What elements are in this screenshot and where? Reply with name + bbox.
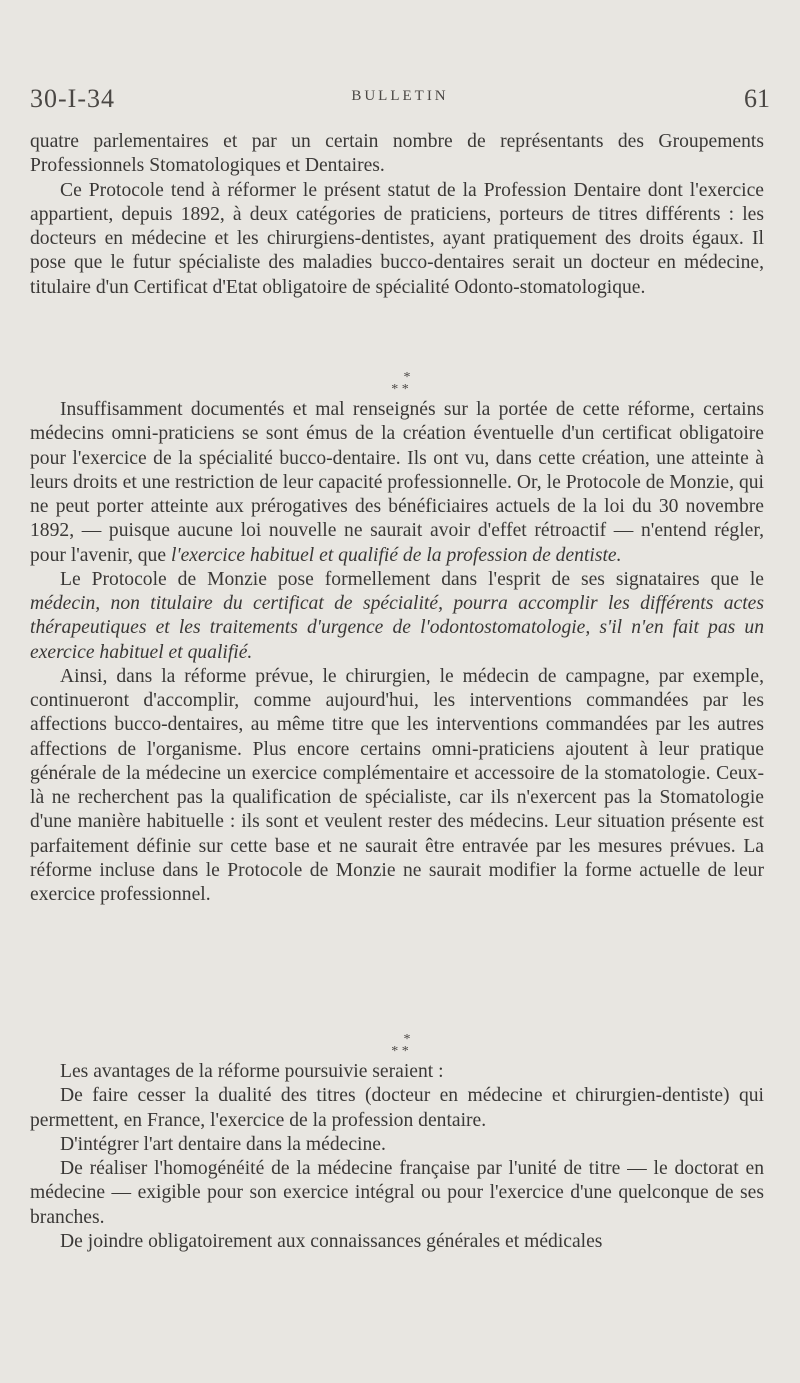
paragraph: D'intégrer l'art dentaire dans la médecine. [60,1133,386,1155]
paragraph: Ce Protocole tend à réformer le présent statut de la Profession Dentaire dont l'exercice appartient, depuis 1892, à deux catégories de praticiens, porteurs de titres différents : les docteurs en médecine et les chirurgiens-dentistes, ayant pratiquement des droits égaux. Il pose que le futur spécialiste des maladies bucco-dentaires serait un docteur en médecine, titulaire d'un Certificat d'Etat obligatoire de spécialité Odonto-stomatologique. [30,179,764,298]
text-block-2 [30,398,764,907]
asterism-separator: * * * [391,1032,411,1059]
paragraph: Le Protocole de Monzie pose formellement dans l'esprit de ses signataires que le médecin, non titulaire du certificat de spécialité, pourra accomplir les différents actes thérapeutiques et les traitements d'urgence de l'odontostomatologie, s'il n'en fait pas un exercice habituel et qualifié. [30,568,764,663]
header-date: 30-I-34 [30,84,115,113]
text-block-1 [30,130,764,300]
header-title: BULLETIN [351,88,449,104]
paragraph: De faire cesser la dualité des titres (docteur en médecine et chirurgien-dentiste) qui permettent, en France, l'exercice de la profession dentaire. [30,1085,764,1131]
paragraph: Ainsi, dans la réforme prévue, le chirurgien, le médecin de campagne, par exemple, continueront d'accomplir, comme aujourd'hui, les interventions commandées par les affections bucco-dentaires, au même titre que les interventions commandées par les autres affections de l'organisme. Plus encore certains omni-praticiens ajoutent à leur pratique générale de la médecine un exercice complémentaire et accessoire de la stomatologie. Ceux-là ne recherchent pas la qualification de spécialiste, car ils n'exercent pas la Stomatologie d'une manière habituelle : ils sont et veulent rester des médecins. Leur situation présente est parfaitement définie sur cette base et ne saurait être entravée par les mesures prévues. La réforme incluse dans le Protocole de Monzie ne saurait modifier la forme actuelle de leur exercice professionnel. [30,665,764,905]
text-block-3 [30,1060,764,1254]
paragraph: Les avantages de la réforme poursuivie seraient : [60,1061,444,1082]
page-header [30,82,770,122]
paragraph: quatre parlementaires et par un certain nombre de représentants des Groupements Professionnels Stomatologiques et Dentaires. [30,131,764,177]
paragraph: De réaliser l'homogénéité de la médecine française par l'unité de titre — le doctorat en médecine — exigible pour son exercice intégral ou pour l'exercice d'une quelconque de ses branches. [30,1158,764,1228]
paragraph: Insuffisamment documentés et mal renseignés sur la portée de cette réforme, certains médecins omni-praticiens se sont émus de la création éventuelle d'un certificat obligatoire pour l'exercice de la spécialité bucco-dentaire. Ils ont vu, dans cette création, une atteinte à leurs droits et une restriction de leur capacité professionnelle. Or, le Protocole de Monzie, qui ne peut porter atteinte aux prérogatives des bénéficiaires actuels de la loi du 30 novembre 1892, — puisque aucune loi nouvelle ne saurait avoir d'effet rétroactif — n'entend régler, pour l'avenir, que l'exercice habituel et qualifié de la profession de dentiste. [30,399,764,566]
page-number: 61 [744,84,770,113]
asterism-separator: * * * [391,370,411,397]
paragraph: De joindre obligatoirement aux connaissances générales et médicales [60,1230,603,1252]
